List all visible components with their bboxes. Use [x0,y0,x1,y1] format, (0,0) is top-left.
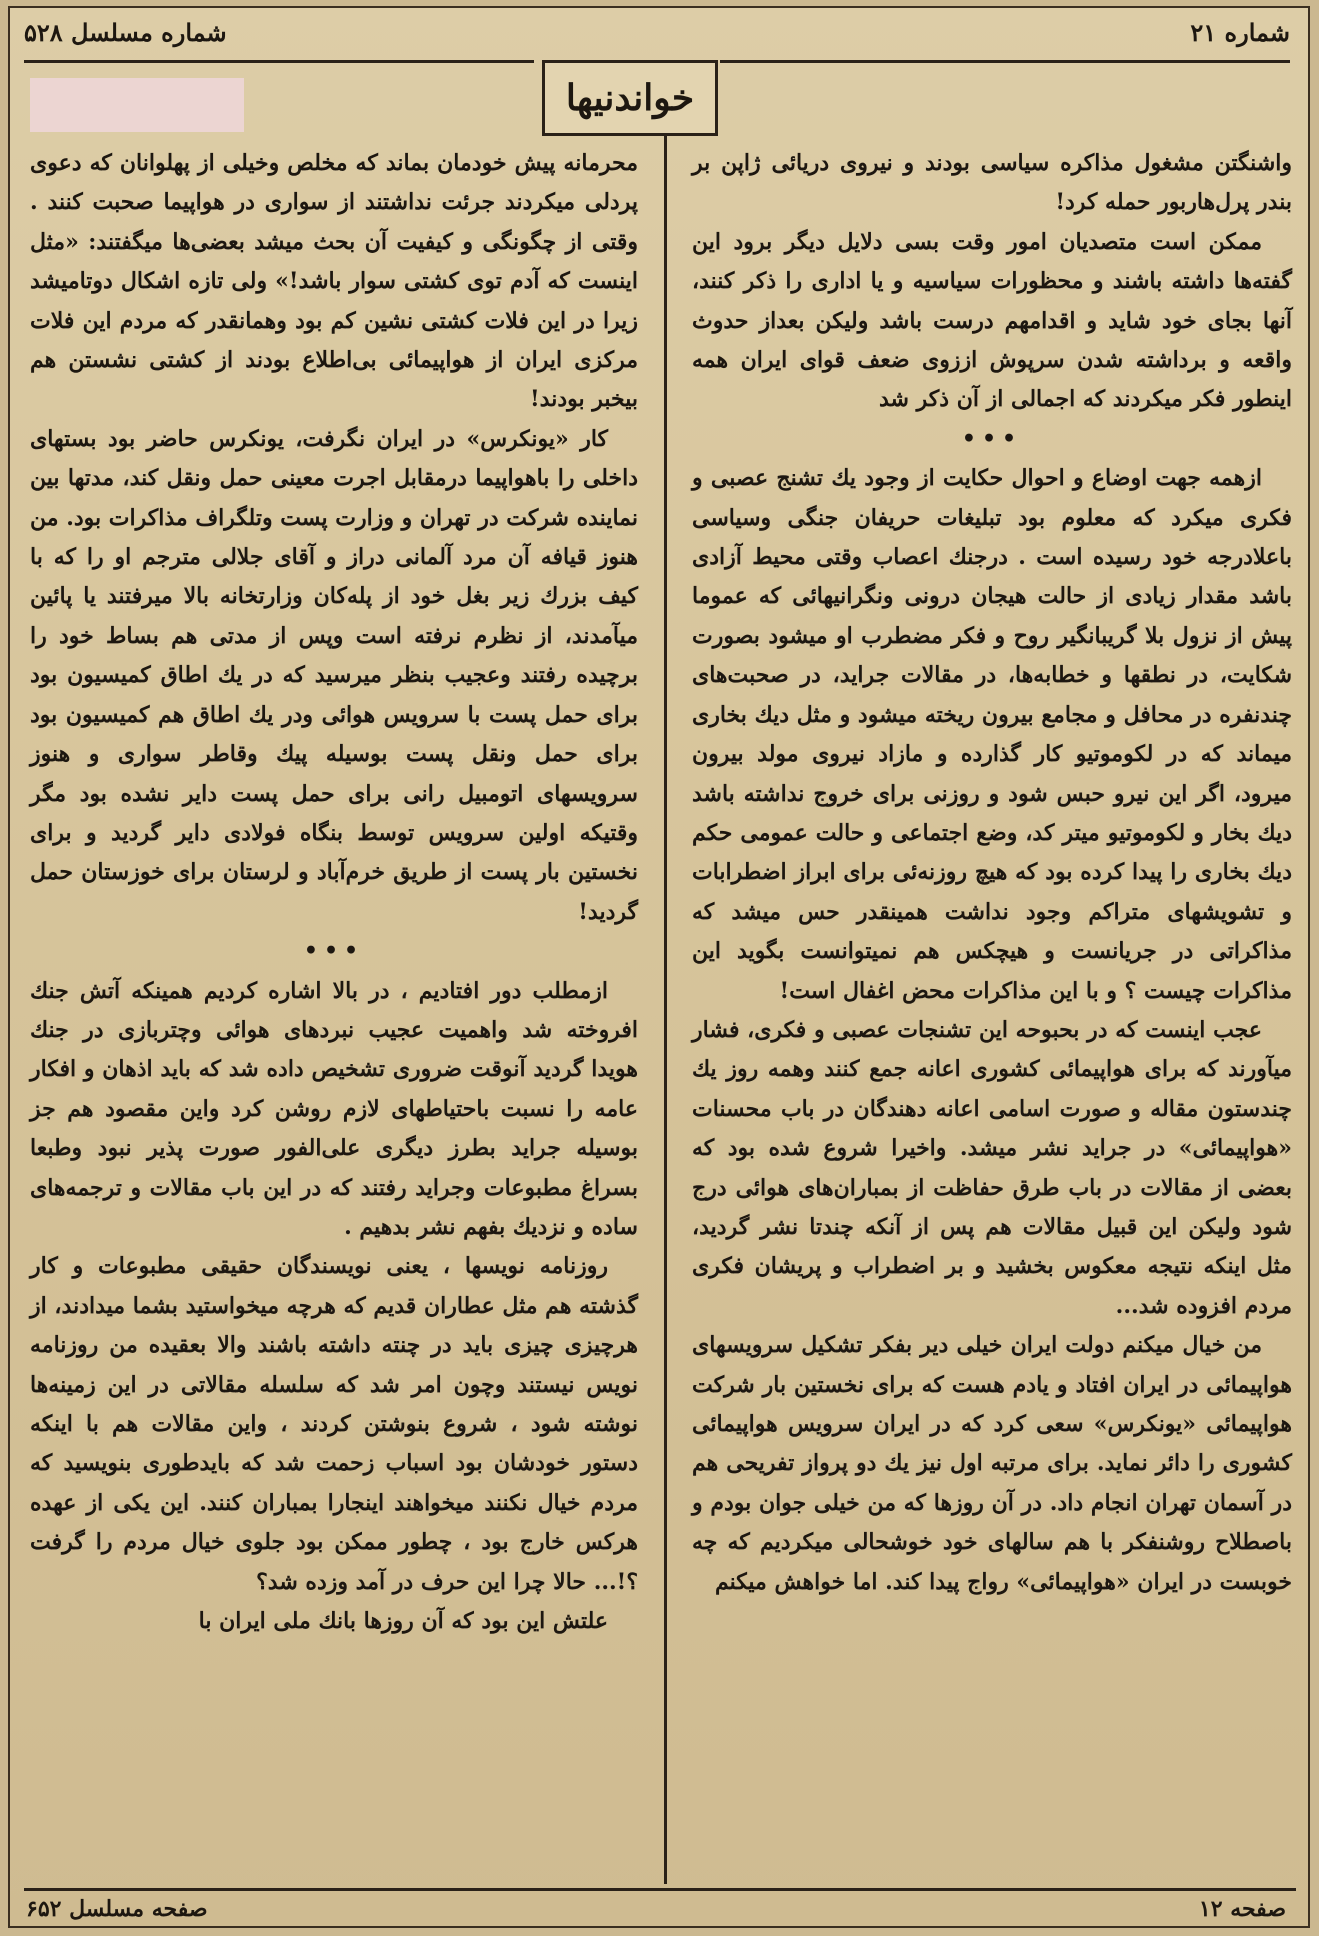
magazine-page [8,6,1310,1928]
section-separator: ••• [961,425,1023,452]
magazine-title: خواندنیها [565,77,695,119]
paragraph: ممکن است متصدیان امور وقت بسی دلایل دیگر برود این گفته‌ها داشته باشند و محظورات سیاسیه و یا اداری را ذکر کنند، آنها بجای خود شاید و اقدامهم درست باشد ولیکن بعداز حدوث واقعه و برداشته شدن سرپوش اززوی ضعف قوای ایران همه اینطور فکر میکردند که اجمالی از آن ذکر شد [692,228,1292,413]
serial-issue-number: شماره مسلسل ۵۲۸ [24,18,227,47]
paragraph: من خیال میکنم دولت ایران خیلی دیر بفکر تشکیل سرویسهای هواپیمائی در ایران افتاد و یادم هست که برای نخستین بار شرکت هواپیمائی «یونکرس» سعی کرد که در ایران سرویس هواپیمائی کشوری را دائر نماید. برای مرتبه اول نیز یك دو پرواز تفریحی هم در آسمان تهران انجام داد. در آن روزها که من خیلی جوان بودم و باصطلاح روشنفکر با هم سالهای خود خوشحالی میکردیم که چه خوبست در ایران «هواپیمائی» رواج پیدا کند. اما خواهش میکنم [692,1332,1292,1595]
right-column [682,144,1300,1872]
paragraph: کار «یونکرس» در ایران نگرفت، یونکرس حاضر بود بستهای داخلی را باهواپیما درمقابل اجرت معینی حمل ونقل کند، مدتها بین نماینده شرکت در تهران و وزارت پست وتلگراف مذاکرات بود. من هنوز قیافه آن مرد آلمانی دراز و آقای جلالی مترجم او را که با کیف بزرك زیر بغل خود از پله‌کان وزارتخانه بالا میرفتند یا پائین میآمدند، از نظرم نرفته است وپس از مدتی هم بساط خود را برچیده رفتند وعجیب بنظر میرسید که در یك اطاق کمیسیون بود برای حمل پست با سرویس هوائی ودر یك اطاق هم کمیسیون بود برای حمل ونقل پست بوسیله پیك وقاطر سواری و هنوز سرویسهای اتومبیل رانی برای حمل پست دایر نشده بود مگر وقتیکه اولین سرویس توسط بنگاه فولادی دایر گردید و برای نخستین بار پست از طریق خرم‌آباد و لرستان برای خوزستان حمل گردید! [30,425,638,925]
issue-number: شماره ۲۱ [1190,18,1290,47]
header-rule-right [720,60,1290,63]
serial-page-number: صفحه مسلسل ۶۵۲ [26,1896,208,1922]
header-rule-left [24,60,534,63]
left-column [24,144,650,1872]
paragraph: ازهمه جهت اوضاع و احوال حکایت از وجود یك تشنج عصبی و فکری میکرد که معلوم بود تبلیغات حریفان جنگی وسیاسی باعلادرجه خود رسیده است . درجنك اعصاب وقتی محیط آزادی باشد مقدار زیادی از حالت هیجان درونی ونگرانیهائی که عموما پیش از نزول بلا گریبانگیر روح و فکر مضطرب او میشود بصورت شکایت، در نطقها و خطابه‌ها، در مقالات جراید، در صحبت‌های چندنفره در محافل و مجامع بیرون ریخته میشود و مثل دیك بخاری میماند که در لکوموتیو کار گذارده و مازاد نیروی مولد بیرون میرود، اگر این نیرو حبس شود و روزنی برای خروج نداشته باشد دیك بخار و لکوموتیو میتر کد، وضع اجتماعی و حالت عمومی حکم دیك بخاری را پیدا کرده بود که هیچ روزنه‌ئی برای ابراز اضطرابات و تشویشهای متراکم وجود نداشت همینقدر حس میشد که مذاکراتی در جریانست و هیچکس هم نمیتوانست بگوید این مذاکرات چیست ؟ و با این مذاکرات محض اغفال است! [692,465,1292,1004]
paragraph: روزنامه نویسها ، یعنی نویسندگان حقیقی مطبوعات و کار گذشته هم مثل عطاران قدیم که هرچه میخواستید بشما میدادند، از هرچیزی چیزی باید در چنته داشته باشند والا بعقیده من روزنامه نویس نیستند وچون امر شد که سلسله مقالاتی در این زمینه‌ها نوشته شود ، شروع بنوشتن کردند ، واین مقالات هم با اینکه دستور خودشان بود اسباب زحمت شد که بایدطوری بنویسید که مردم خیال نکنند میخواهند اینجارا بمباران کنند. این یکی از عهده هرکس خارج بود ، چطور ممکن بود جلوی خیال مردم را گرفت ؟!... حالا چرا این حرف در آمد وزده شد؟ [30,1253,638,1595]
paragraph: واشنگتن مشغول مذاکره سیاسی بودند و نیروی دریائی ژاپن بر بندر پرل‌هاربور حمله کرد! [692,150,1292,216]
page-header [10,8,1308,118]
redacted-area [30,78,244,132]
paragraph: ازمطلب دور افتادیم ، در بالا اشاره کردیم همینکه آتش جنك افروخته شد واهمیت عجیب نبردهای هوائی وچتربازی در جنك هویدا گردید آنوقت ضروری تشخیص داده شد که باید اذهان و افکار عامه را نسبت باحتیاطهای لازم روشن کرد واین مقصود هم جز بوسیله جراید بطرز دیگری علی‌الفور صورت پذیر نبود وطبعا بسراغ مطبوعات وجراید رفتند که در این باب مقالات و ترجمه‌های ساده و نزدیك بفهم نشر بدهیم . [30,977,639,1240]
column-divider [664,136,667,1884]
paragraph: محرمانه پیش خودمان بماند که مخلص وخیلی از پهلوانان که دعوی پردلی میکردند جرئت نداشتند از سواری در هواپیما صحبت کنند . وقتی از چگونگی و کیفیت آن بحث میشد بعضی‌ها میگفتند: «مثل اینست که آدم توی کشتی سوار باشد!» ولی تازه اشکال دوتامیشد زیرا در این فلات کشتی نشین کم بود وهمانقدر که مردم این فلات مرکزی ایران از هواپیمائی بی‌اطلاع بودند از کشتی نشستن هم بیخبر بودند! [30,150,638,413]
paragraph: عجب اینست که در بحبوحه این تشنجات عصبی و فکری، فشار میآورند که برای هواپیمائی کشوری اعانه جمع کنند وهمه روز یك چندستون مقاله و صورت اسامی اعانه دهندگان در باب محسنات «هواپیمائی» در جراید نشر میشد. واخیرا شروع شده بود که بعضی از مقالات در باب طرق حفاظت از بمباران‌های هوائی درج شود ولیکن این قبیل مقالات هم پس از آنکه چندتا نشر گردید، مثل اینکه نتیجه معکوس بخشید و بر اضطراب و پریشان فکری مردم افزوده شد... [692,1016,1292,1319]
section-separator: ••• [303,938,365,965]
footer-rule [24,1888,1296,1891]
magazine-title-box [542,60,718,136]
paragraph: علتش این بود که آن روزها بانك ملی ایران با [198,1608,608,1635]
page-number: صفحه ۱۲ [1198,1896,1286,1922]
